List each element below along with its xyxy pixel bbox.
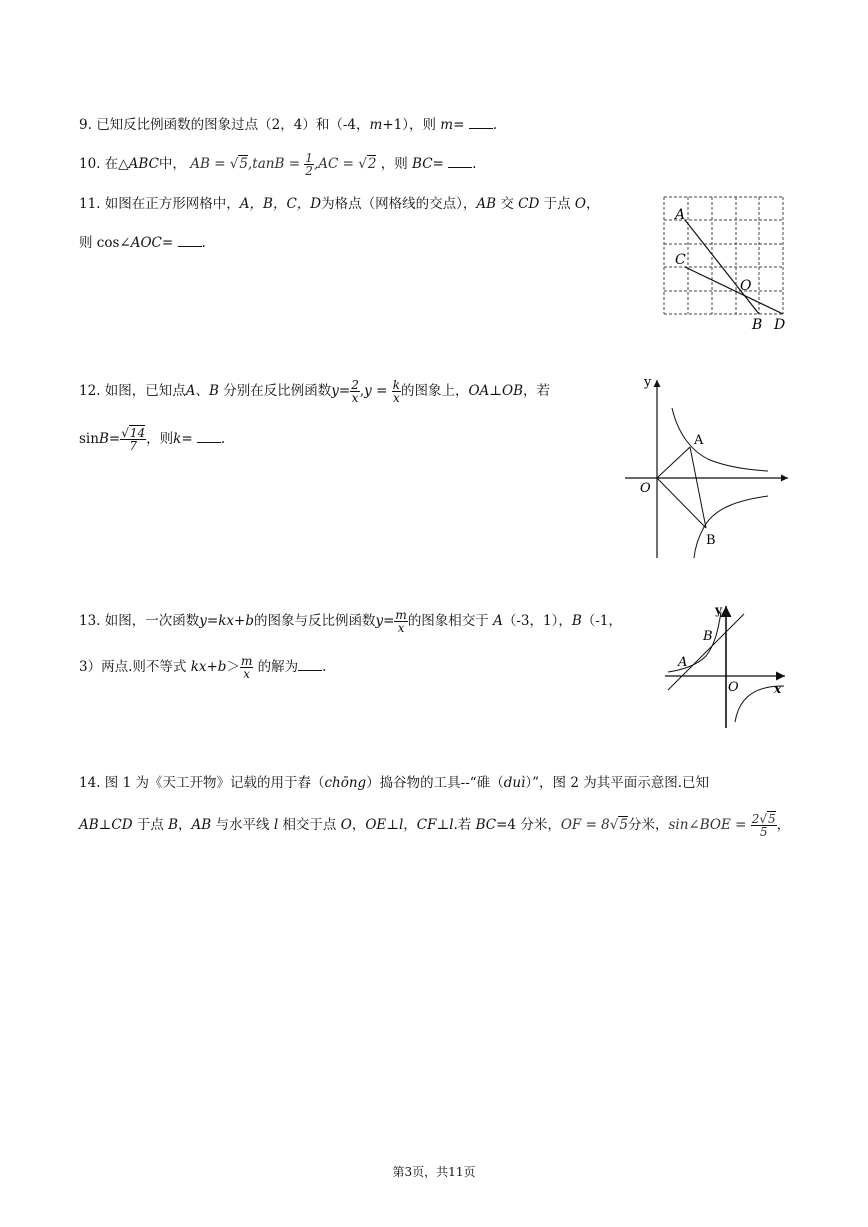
answer-blank bbox=[298, 656, 322, 671]
label-B: B bbox=[703, 629, 713, 644]
label-D: D bbox=[774, 317, 786, 333]
segment-OA bbox=[657, 447, 690, 478]
answer-blank bbox=[197, 428, 221, 443]
page-footer: 第3页，共11页 bbox=[392, 1165, 476, 1179]
q10-formula: AB = √5,tanB = $\frac{1}{2}$ ,AC = √2 bbox=[190, 151, 377, 178]
label-A: A bbox=[675, 207, 686, 223]
label-C: C bbox=[675, 252, 686, 268]
label-O: O bbox=[640, 481, 651, 496]
segment-OB bbox=[657, 478, 706, 528]
q12-number: 12. bbox=[79, 383, 101, 399]
question-9: 9. 已知反比例函数的图象过点（2，4）和（-4，m+1），则 m= . bbox=[79, 114, 497, 135]
question-11-line2: 则 cos∠AOC= . bbox=[79, 232, 206, 253]
question-12-line2: sinB= $\frac{√14}{7}$ ，则k= . bbox=[79, 426, 226, 453]
line-kx-b bbox=[668, 614, 744, 690]
q10-number: 10. bbox=[79, 156, 101, 172]
q13-number: 13. bbox=[79, 613, 101, 629]
label-A: A bbox=[678, 655, 688, 670]
label-B: B bbox=[752, 317, 763, 333]
label-x: x bbox=[774, 682, 782, 696]
label-O: O bbox=[728, 680, 739, 695]
q11-number: 11. bbox=[79, 196, 101, 212]
q14-sin-formula: sin∠BOE = $\frac{2√5}{5}$ bbox=[668, 812, 776, 839]
label-O: O bbox=[740, 278, 752, 294]
q12-hyperbola-figure bbox=[620, 372, 800, 562]
label-y: y bbox=[715, 603, 722, 617]
question-13-line2: 3）两点.则不等式 kx+b＞ $\frac{m}{x}$ 的解为 . bbox=[79, 654, 327, 681]
question-10: 10. 在△ABC中， AB = √5,tanB = $\frac{1}{2}$ ,AC = √2 ，则 BC= . bbox=[79, 151, 477, 178]
answer-blank bbox=[448, 153, 472, 168]
q13-graph-figure bbox=[660, 600, 790, 730]
q11-grid-figure bbox=[655, 192, 795, 334]
label-y: y bbox=[644, 375, 652, 390]
label-B: B bbox=[706, 533, 716, 548]
question-12: 12. 如图，已知点A、B 分别在反比例函数y= $\frac{2}{x}$ ,y = $\frac{k}{x}$ 的图象上，OA⊥OB，若 bbox=[79, 378, 550, 405]
segment-AB bbox=[690, 447, 706, 528]
answer-blank bbox=[178, 232, 202, 247]
question-14-line2: AB⊥CD 于点 B，AB 与水平线 l 相交于点 O，OE⊥l，CF⊥l.若 BC=4 分米，OF = 8√5分米，sin∠BOE = $\frac{2√5}{5}$ ， bbox=[79, 812, 791, 839]
question-13: 13. 如图，一次函数y=kx+b的图象与反比例函数y= $\frac{m}{x}$ 的图象相交于 A（-3，1），B（-1， bbox=[79, 608, 622, 635]
curve-upper bbox=[672, 408, 768, 471]
question-14: 14. 图 1 为《天工开物》记载的用于舂（chōng）捣谷物的工具--“碓（duì）”，图 2 为其平面示意图.已知 bbox=[79, 775, 709, 791]
q14-number: 14. bbox=[79, 775, 101, 791]
q14-of-formula: OF = 8√5 bbox=[560, 817, 628, 833]
q9-number: 9. bbox=[79, 117, 92, 133]
question-11: 11. 如图在正方形网格中，A，B，C，D为格点（网格线的交点），AB 交 CD 于点 O， bbox=[79, 196, 600, 212]
label-A: A bbox=[694, 433, 704, 448]
answer-blank bbox=[469, 114, 493, 129]
